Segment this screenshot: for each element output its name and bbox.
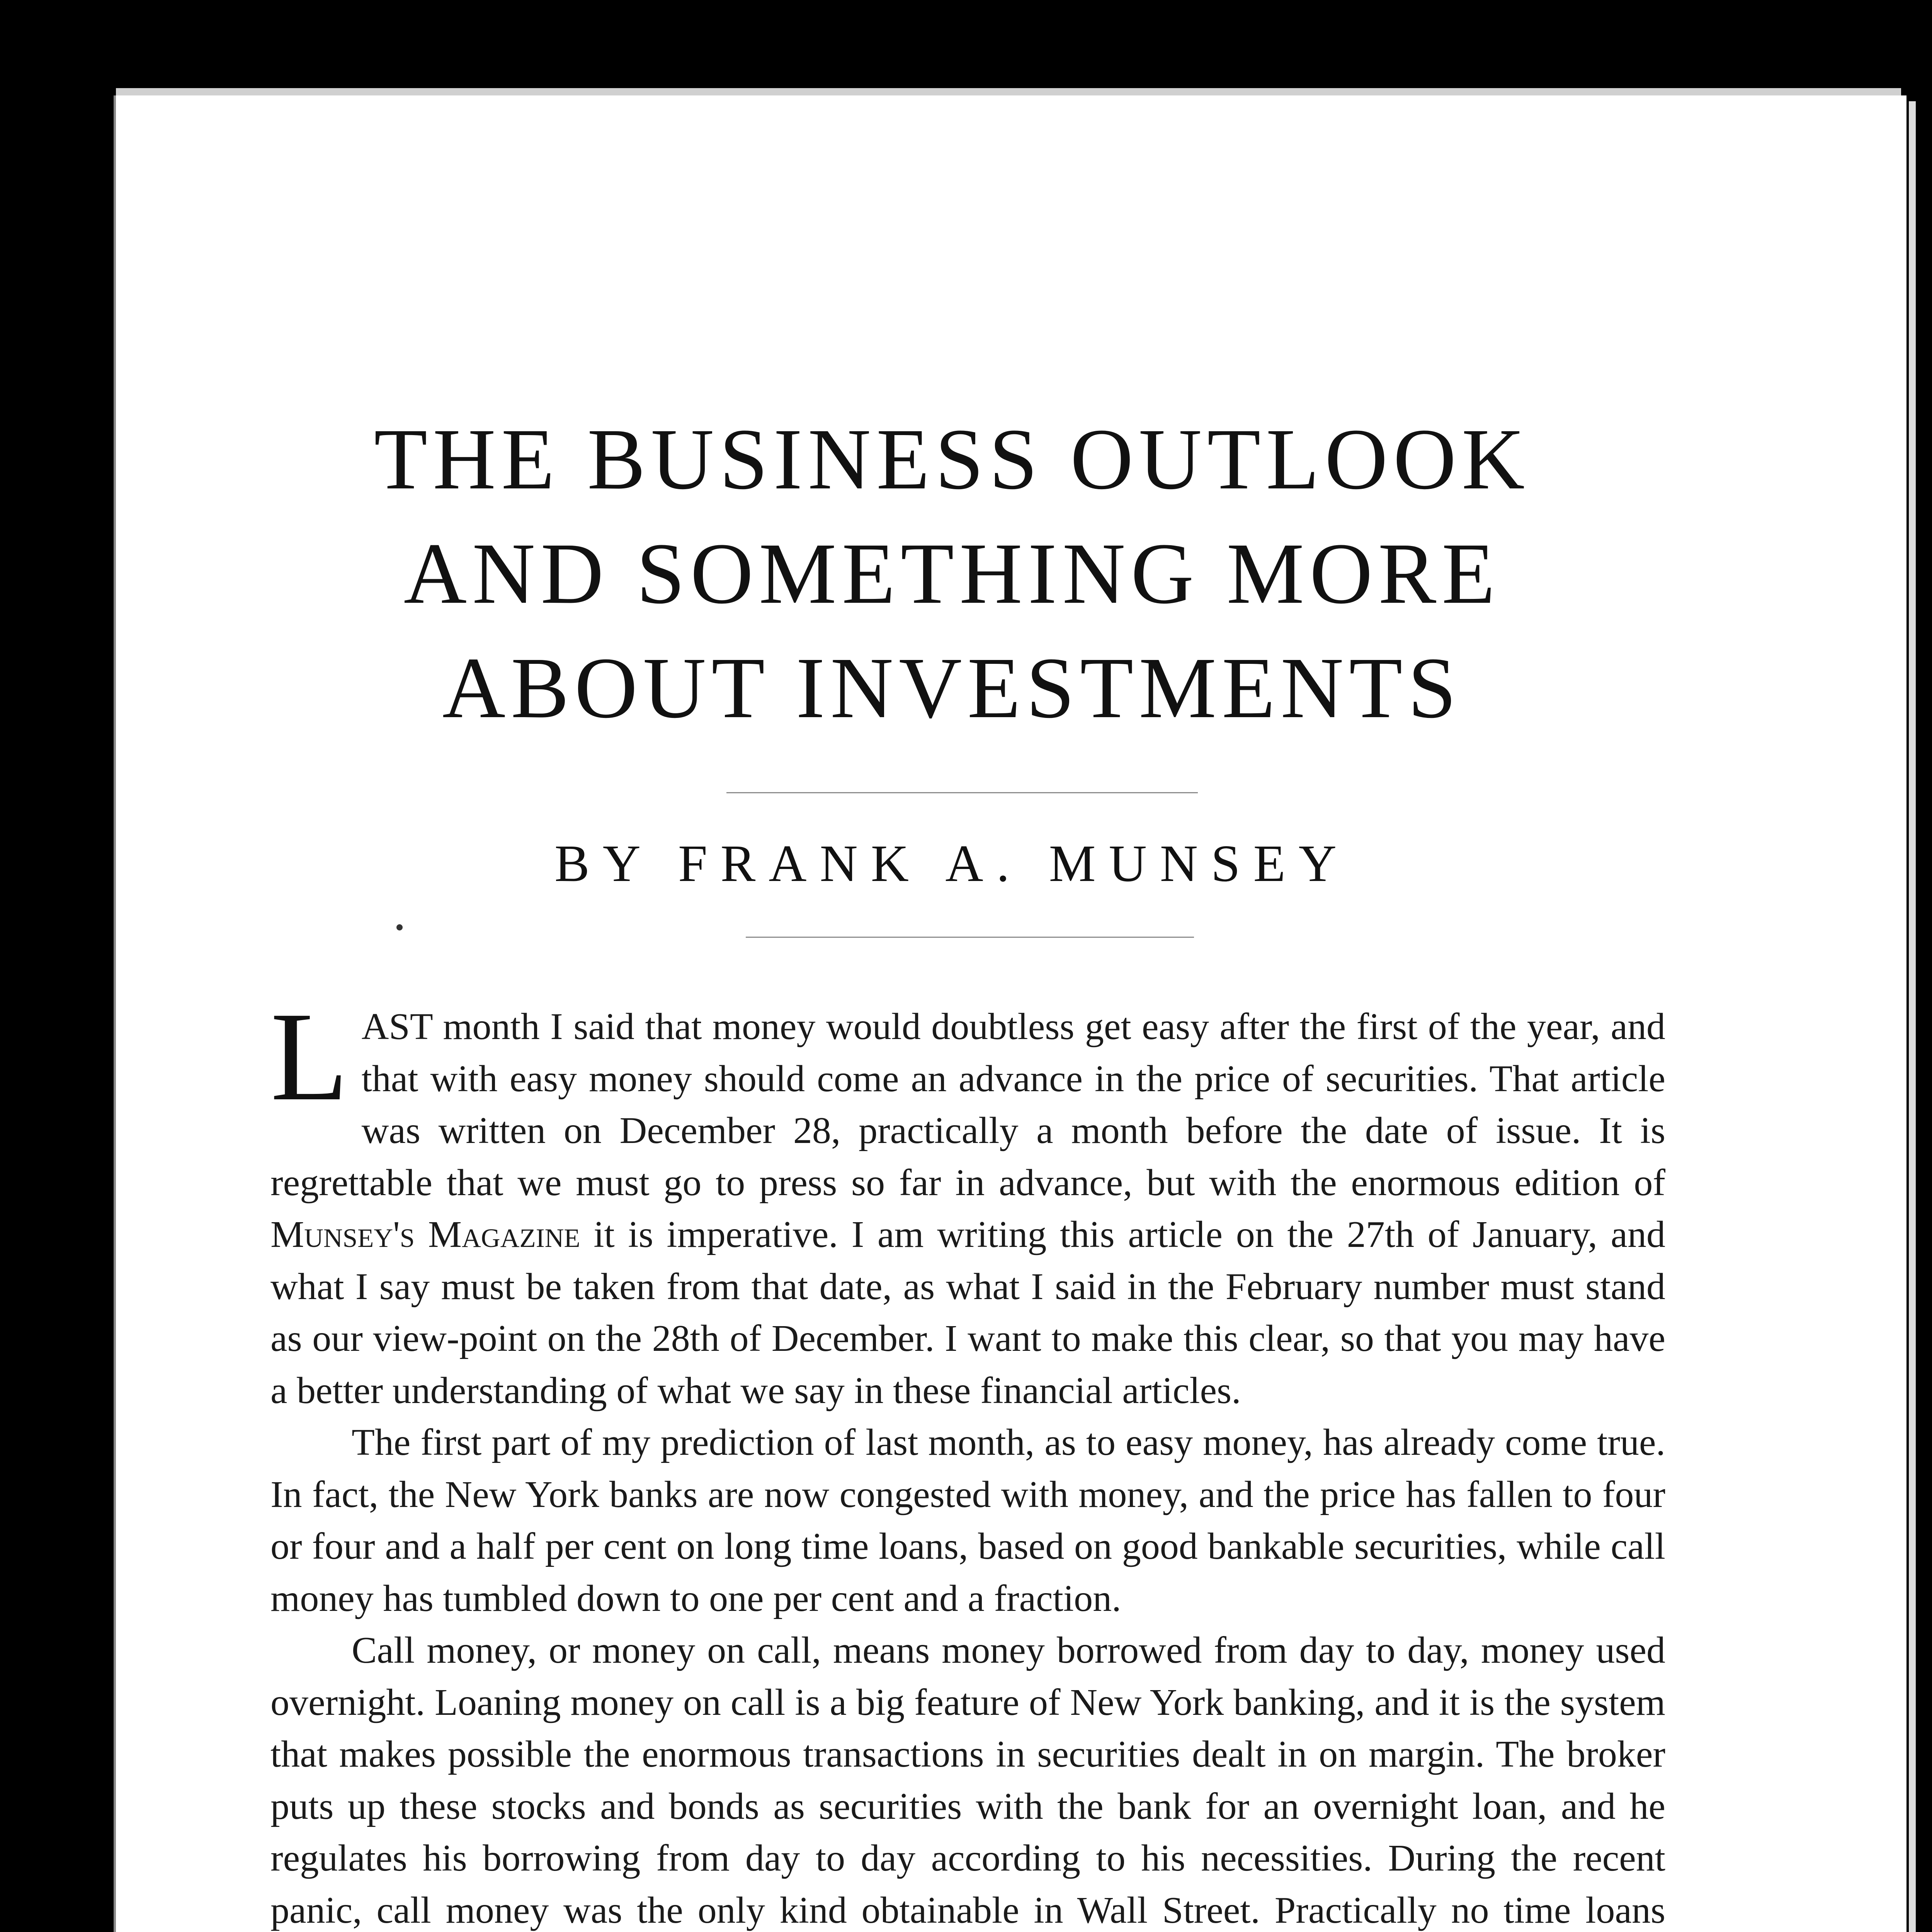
article-body [270,986,1665,1932]
article-title [114,402,1791,745]
paragraph-2: The first part of my prediction of last month, as to easy money, has already come true. In fact, the New York banks are now congested with money, and the price has fallen to four or four and a half per cent on long time loans, based on good bankable securities, while call money has tumbled down to one per cent and a fraction. [270,1422,1665,1619]
divider-bottom [746,937,1194,938]
paragraph-1-text-a: AST month I said that money would doubtless get easy after the first of the year, and that with easy money should come an advance in the price of securities. That article was written on December 28, practically a month before the date of issue. It is regrettable that we must go to press so far in advance, but with the enormous edition of [270,1006,1665,1204]
print-speck [396,924,403,930]
paragraph-1 [270,986,1665,1417]
title-line-3: ABOUT INVESTMENTS [442,639,1462,736]
magazine-name: Munsey's Magazine [270,1214,580,1255]
byline: BY FRANK A. MUNSEY [554,835,1350,893]
drop-cap: L [270,986,349,1127]
title-line-1: THE BUSINESS OUTLOOK [374,411,1530,507]
title-line-2: AND SOMETHING MORE [403,525,1501,622]
paragraph-3: Call money, or money on call, means money borrowed from day to day, money used overnight. Loaning money on call is a big feature of New York banking, and it is the system that makes possible the enormous transactions in securities dealt in on margin. The broker puts up these stocks and bonds as securities with the bank for an overnight loan, and he regulates his borrowing from day to day according to his necessities. During the recent panic, call money was the only kind obtainable in Wall Street. Practically no time loans [270,1629,1665,1931]
paragraph-1-text-b: it is imperative. I am writing this article on the 27th of January, and what I say must be taken from that date, as what I said in the February number must stand as our view-point on the 28th of December. I want to make this clear, so that you may have a better understanding of what we say in these financial articles. [270,1214,1665,1412]
divider-top [726,792,1198,793]
page-right-edge [1909,101,1916,1932]
